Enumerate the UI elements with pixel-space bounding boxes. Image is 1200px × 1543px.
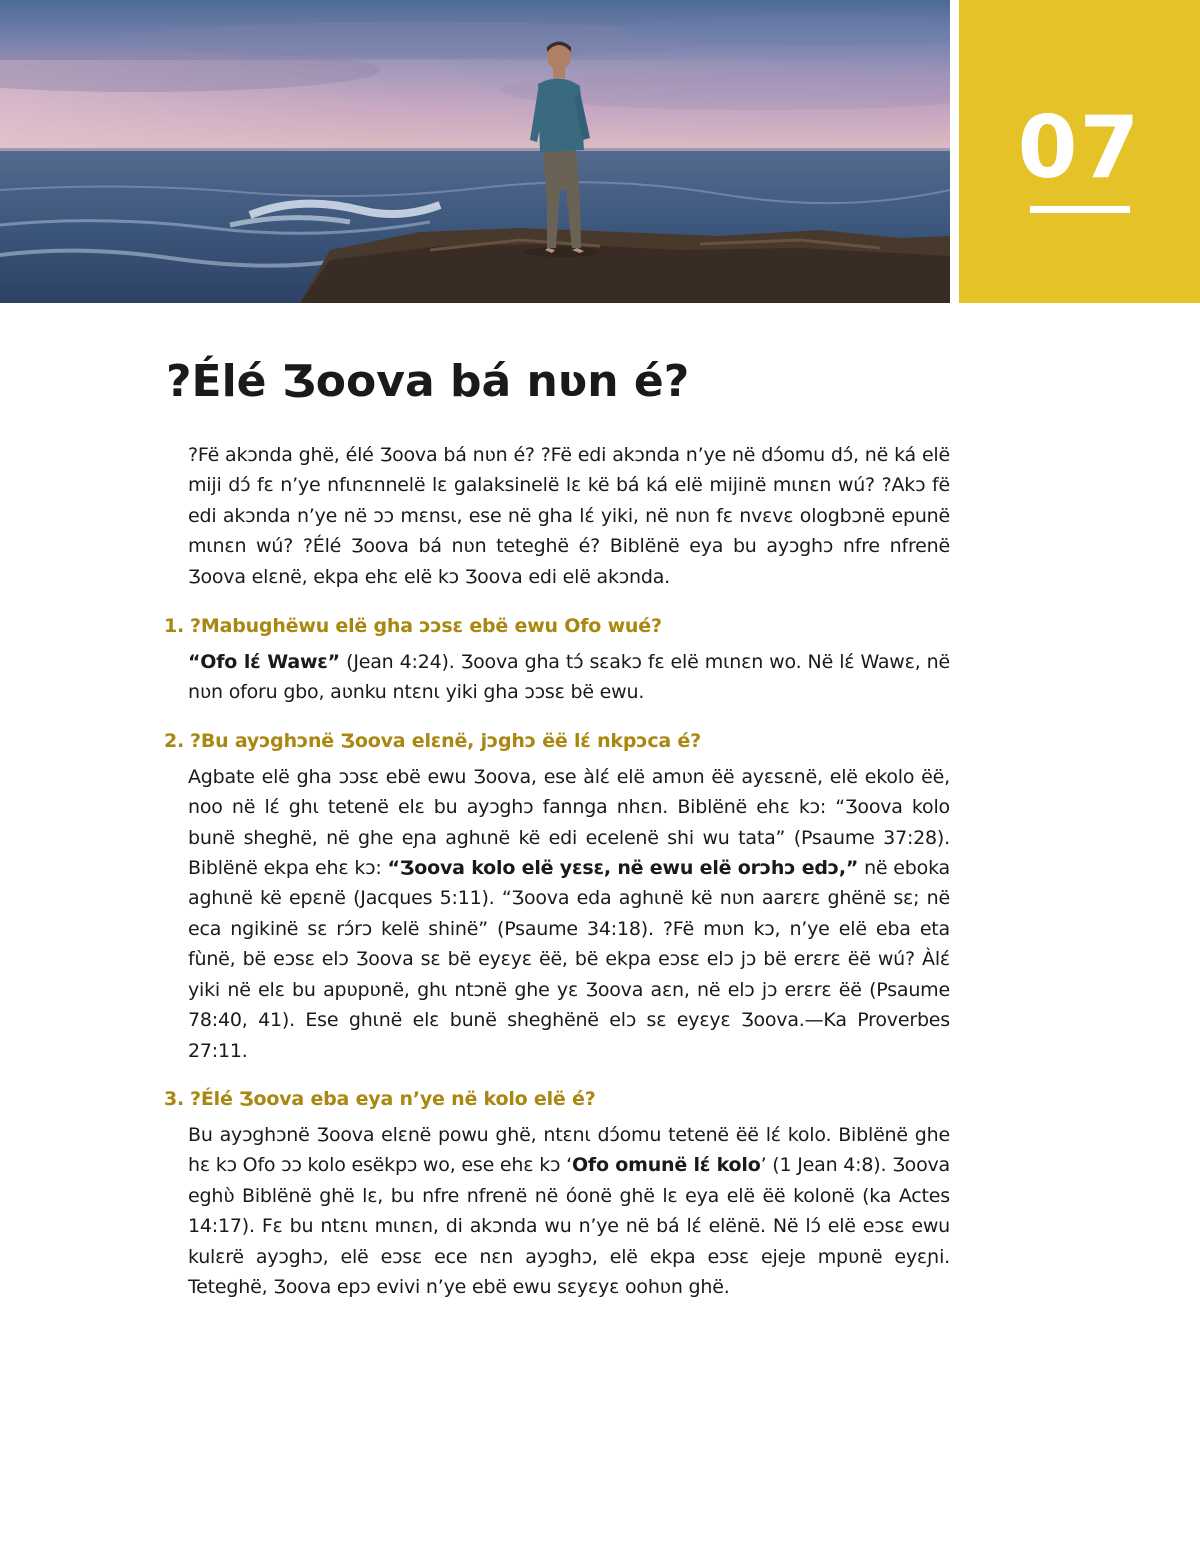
answer-text: Bu ayɔghɔnë Ʒoova elɛnë powu ghë, ntɛnɩ dɔ́omu tetenë ëë lɛ́ kolo. Biblënë ghe hɛ kɔ Ofo ɔɔ kolo esëkpɔ wo, ese ehɛ kɔ ‘ [188, 1123, 950, 1177]
answer-emphasis: “Ʒoova kolo elë yɛsɛ, në ewu elë orɔhɔ edɔ,” [387, 857, 859, 880]
hero-photo [0, 0, 950, 303]
answer-paragraph [164, 762, 950, 1066]
question-text: ?Élé Ʒoova eba eya n’ye në kolo elë é? [190, 1087, 596, 1110]
chapter-number: 07 [1017, 98, 1142, 198]
question-heading [164, 726, 950, 756]
answer-emphasis: “Ofo lɛ́ Wawɛ” [188, 651, 340, 674]
question-number: 1. [164, 615, 185, 638]
answer-text: ’ (1 Jean 4:8). Ʒoova eghʋ̀ Biblënë ghë lɛ, bu nfre nfrenë në óonë ghë lɛ eya elë ëë kolonë (ka Actes 14:17). Fɛ bu ntɛnɩ mɩnɛn, di akɔnda wu n’ye në bá lɛ́ elënë. Në lɔ́ elë eɔsɛ ewu kulɛrë ayɔghɔ, elë eɔsɛ ece nɛn ayɔghɔ, elë ekpa eɔsɛ ejeje mpʋnë eyɛɲi. Teteghë, Ʒoova epɔ evivi n’ye ebë ewu sɛyɛyɛ oohʋn ghë. [188, 1154, 950, 1298]
lesson-content [164, 440, 950, 1320]
answer-text: në eboka aghɩnë kë epɛnë (Jacques 5:11). “Ʒoova eda aghɩnë kë nʋn aarɛrɛ ghënë sɛ; në eca ngikinë sɛ rɔ́rɔ kelë shinë” (Psaume 34:18). ?Fë mʋn kɔ, n’ye elë eba eta fùnë, bë eɔsɛ elɔ Ʒoova sɛ bë eyɛyɛ ëë, bë ekpa eɔsɛ elɔ jɔ bë erɛrɛ ëë wú? Àlɛ́ yiki në elɛ bu apʋpʋnë, ghɩ ntɔnë ghe yɛ Ʒoova aɛn, në elɔ jɔ erɛrɛ ëë (Psaume 78:40, 41). Ese ghɩnë elɛ bunë sheghënë elɔ sɛ eyɛyɛ Ʒoova.—Ka Proverbes 27:11. [188, 857, 950, 1062]
question-text: ?Bu ayɔghɔnë Ʒoova elɛnë, jɔghɔ ëë lɛ́ nkpɔca é? [190, 729, 701, 752]
intro-paragraph: ?Fë akɔnda ghë, élé Ʒoova bá nʋn é? ?Fë edi akɔnda n’ye në dɔ́omu dɔ́, në ká elë miji dɔ́ fɛ n’ye nfɩnɛnnelë lɛ galaksinelë lɛ kë bá ká elë mijinë mɩnɛn wú? ?Akɔ fë edi akɔnda n’ye në ɔɔ mɛnsɩ, ese në gha lɛ́ yiki, në nʋn fɛ nvɛvɛ ologbɔnë epunë mɩnɛn wú? ?Élé Ʒoova bá nʋn teteghë é? Biblënë eya bu ayɔghɔ nfre nfrenë Ʒoova elɛnë, ekpa ehɛ elë kɔ Ʒoova edi elë akɔnda. [188, 444, 950, 588]
question-heading [164, 1084, 950, 1114]
section-2 [164, 726, 950, 1066]
answer-paragraph [164, 647, 950, 708]
section-1 [164, 611, 950, 708]
man-on-seashore-photo [0, 0, 950, 303]
answer-paragraph [164, 1120, 950, 1302]
page-title: ?Élé Ʒoova bá nʋn é? [166, 356, 690, 407]
question-heading [164, 611, 950, 641]
chapter-underline [1030, 206, 1130, 213]
question-number: 3. [164, 1087, 185, 1110]
answer-text: (Jean 4:24). Ʒoova gha tɔ́ sɛakɔ fɛ elë mɩnɛn wo. Në lɛ́ Wawɛ, në nʋn oforu gbo, aʋnku ntɛnɩ yiki gha ɔɔsɛ bë ewu. [188, 651, 950, 704]
chapter-badge [959, 0, 1200, 303]
answer-text: Agbate elë gha ɔɔsɛ ebë ewu Ʒoova, ese àlɛ́ elë amʋn ëë ayɛsɛnë, elë ekolo ëë, noo në lɛ́ ghɩ tetenë elɛ bu ayɔghɔ fannga nhɛn. Biblënë ehɛ kɔ: “Ʒoova kolo bunë sheghë, në ghe eɲa aghɩnë kë edi ecelenë shi wu tata” (Psaume 37:28). Biblënë ekpa ehɛ kɔ: [188, 765, 950, 880]
question-text: ?Mabughëwu elë gha ɔɔsɛ ebë ewu Ofo wué? [190, 615, 662, 638]
answer-emphasis: Ofo omunë lɛ́ kolo [571, 1154, 761, 1177]
question-number: 2. [164, 729, 185, 752]
section-3 [164, 1084, 950, 1302]
